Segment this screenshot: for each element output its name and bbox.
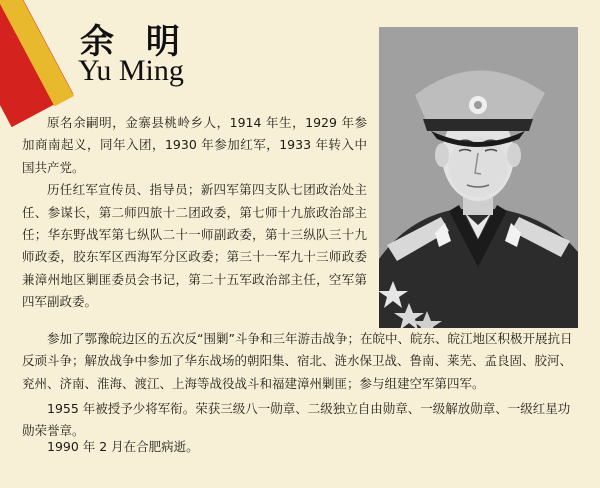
- paragraph-death: 1990 年 2 月在合肥病逝。: [47, 439, 199, 454]
- paragraph-honors: 1955 年被授予少将军衔。荣获三级八一勋章、二级独立自由勋章、一级解放勋章、一级红星功勋荣誉章。: [22, 401, 571, 439]
- paragraph-career: 历任红军宣传员、指导员；新四军第四支队七团政治处主任、参谋长，第二师四旅十二团政委，第七师十九旅政治部主任；华东野战军第七纵队二十一师副政委，第十三纵队三十九师政委，胶东军区西海军分区政委；第三十一军九十三师政委兼漳州地区剿匪委员会书记，第二十五军政治部主任，空军第四军副政委。: [22, 182, 367, 310]
- paragraph-death-block: [22, 436, 582, 458]
- paragraph-campaigns: 参加了鄂豫皖边区的五次反“围剿”斗争和三年游击战争；在皖中、皖东、皖江地区积极开展抗日反顽斗争；解放战争中参加了华东战场的朝阳集、宿北、涟水保卫战、鲁南、莱芜、孟良固、胶河、兖州、济南、淮海、渡江、上海等战役战斗和福建漳州剿匪；参与组建空军第四军。: [22, 331, 573, 391]
- portrait-photo: [379, 27, 578, 328]
- paragraph-campaigns-block: [22, 328, 582, 395]
- chinese-name-title: 余 明: [80, 22, 190, 62]
- biography-text-column: [22, 112, 367, 314]
- english-name-title: Yu Ming: [78, 54, 184, 87]
- paragraph-origin: 原名余嗣明，金寨县桃岭乡人，1914 年生，1929 年参加商南起义，同年入团，1930 年参加红军，1933 年转入中国共产党。: [22, 115, 367, 175]
